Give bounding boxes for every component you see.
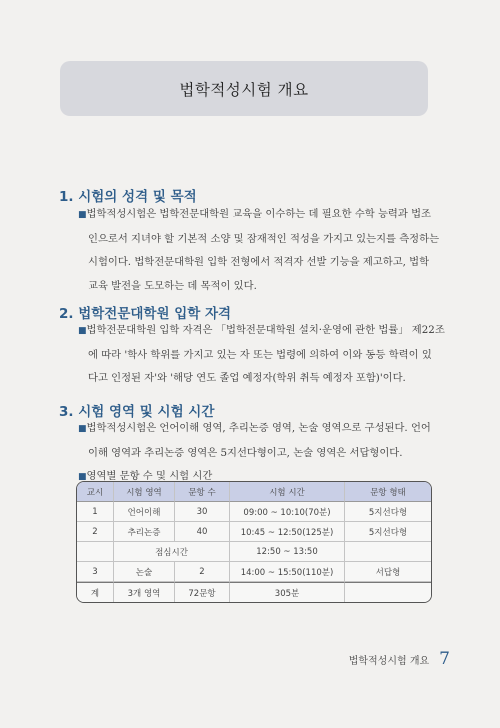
- section-heading-2: 2. 법학전문대학원 입학 자격: [59, 306, 232, 322]
- table-cell: 72문항: [175, 582, 230, 602]
- table-cell: [345, 542, 431, 562]
- page-title: 법학적성시험 개요: [179, 80, 309, 99]
- section-heading-3: 3. 시험 영역 및 시험 시간: [59, 404, 215, 420]
- table-cell: 40: [175, 522, 230, 542]
- column-header: 시험 시간: [230, 482, 345, 502]
- column-header: 문항 수: [175, 482, 230, 502]
- table-cell: 14:00 ~ 15:50(110분): [230, 562, 345, 582]
- table-cell: 09:00 ~ 10:10(70분): [230, 502, 345, 522]
- table-cell: [345, 582, 431, 602]
- table-cell: 2: [77, 522, 114, 542]
- column-header: 시험 영역: [114, 482, 175, 502]
- table-cell: 10:45 ~ 12:50(125분): [230, 522, 345, 542]
- table-row: [77, 562, 431, 582]
- table-cell: 5지선다형: [345, 522, 431, 542]
- table-cell: 305분: [230, 582, 345, 602]
- body-line: 이해 영역과 추리논증 영역은 5지선다형이고, 논술 영역은 서답형이다.: [88, 446, 403, 459]
- table-cell: 3: [77, 562, 114, 582]
- table-cell: 서답형: [345, 562, 431, 582]
- table-total-row: [77, 582, 431, 602]
- section-body-1: [78, 203, 438, 298]
- table-row: [77, 522, 431, 542]
- table-cell: [77, 542, 114, 562]
- table-cell: 12:50 ~ 13:50: [230, 542, 345, 562]
- table-cell: 3개 영역: [114, 582, 175, 602]
- section-body-2: [78, 319, 445, 391]
- body-line: 법학전문대학원 입학 자격은 「법학전문대학원 설치·운영에 관한 법률」 제22조: [86, 324, 445, 336]
- page-footer: [349, 649, 450, 669]
- table-cell: 추리논증: [114, 522, 175, 542]
- column-header: 문항 형태: [345, 482, 431, 502]
- bullet-icon: ■: [78, 210, 87, 220]
- table-caption: 영역별 문항 수 및 시험 시간: [86, 470, 213, 482]
- body-line: 에 따라 '학사 학위를 가지고 있는 자 또는 법령에 의하여 이와 동등 학력이 있: [88, 348, 432, 361]
- table-cell: 계: [77, 582, 114, 602]
- table-cell: 2: [175, 562, 230, 582]
- table-row: [77, 502, 431, 522]
- table-cell: 논술: [114, 562, 175, 582]
- bullet-icon: ■: [78, 424, 87, 434]
- page-number: 7: [439, 649, 450, 669]
- table-cell: 점심시간: [114, 542, 230, 562]
- section-heading-1: 1. 시험의 성격 및 목적: [59, 189, 197, 205]
- table-cell: 30: [175, 502, 230, 522]
- body-line: 시험이다. 법학전문대학원 입학 전형에서 적격자 선발 기능을 제고하고, 법학: [88, 256, 430, 268]
- section-body-3: [78, 417, 438, 490]
- table-cell: 1: [77, 502, 114, 522]
- page-title-box: [60, 61, 428, 116]
- table-cell: 5지선다형: [345, 502, 431, 522]
- footer-title: 법학적성시험 개요: [348, 656, 430, 667]
- bullet-icon: ■: [78, 326, 87, 336]
- table-cell: 언어이해: [114, 502, 175, 522]
- body-line: 인으로서 지녀야 할 기본적 소양 및 잠재적인 적성을 가지고 있는지를 측정하는: [88, 232, 440, 245]
- exam-schedule-table: [76, 481, 432, 603]
- body-line: 다고 인정된 자'와 '해당 연도 졸업 예정자(학위 취득 예정자 포함)'이다.: [88, 372, 406, 384]
- body-line: 교육 발전을 도모하는 데 목적이 있다.: [88, 279, 257, 292]
- body-line: 법학적성시험은 언어이해 영역, 추리논증 영역, 논술 영역으로 구성된다. 언어: [86, 422, 431, 434]
- table-row: [77, 542, 431, 562]
- body-line: 법학적성시험은 법학전문대학원 교육을 이수하는 데 필요한 수학 능력과 법조: [86, 208, 431, 220]
- table-header-row: [77, 482, 431, 502]
- bullet-icon: ■: [78, 472, 87, 482]
- column-header: 교시: [77, 482, 114, 502]
